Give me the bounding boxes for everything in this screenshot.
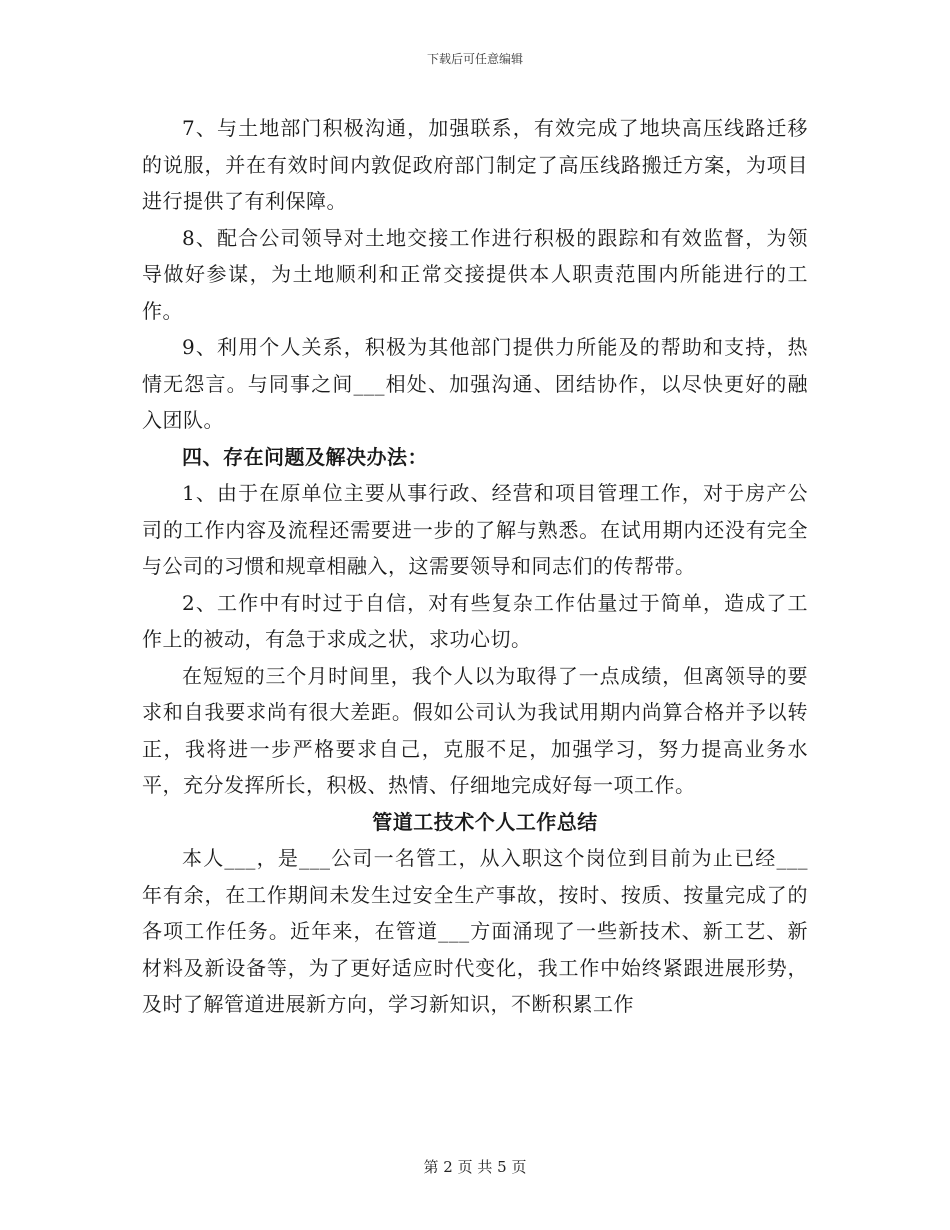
paragraph-closing: 在短短的三个月时间里，我个人以为取得了一点成绩，但离领导的要求和自我要求尚有很大差距。假如公司认为我试用期内尚算合格并予以转正，我将进一步严格要求自己，克服不足，加强学习，努力提高业务水平，充分发挥所长，积极、热情、仔细地完成好每一项工作。 bbox=[142, 663, 808, 797]
page-header: 下载后可任意编辑 bbox=[426, 52, 523, 66]
paragraph-item-9: 9、利用个人关系，积极为其他部门提供力所能及的帮助和支持，热情无怨言。与同事之间___相处、加强沟通、团结协作，以尽快更好的融入团队。 bbox=[142, 335, 808, 432]
paragraph-intro: 本人___，是___公司一名管工，从入职这个岗位到目前为止已经___年有余，在工作期间未发生过安全生产事故，按时、按质、按量完成了的各项工作任务。近年来，在管道___方面涌现了一些新技术、新工艺、新材料及新设备等，为了更好适应时代变化，我工作中始终紧跟进展形势，及时了解管道进展新方向，学习新知识，不断积累工作 bbox=[142, 846, 808, 1016]
paragraph-problem-2: 2、工作中有时过于自信，对有些复杂工作估量过于简单，造成了工作上的被动，有急于求成之状，求功心切。 bbox=[142, 590, 808, 651]
document-title: 管道工技术个人工作总结 bbox=[372, 809, 598, 834]
document-body bbox=[142, 110, 808, 1023]
paragraph-item-8: 8、配合公司领导对土地交接工作进行积极的跟踪和有效监督，为领导做好参谋，为土地顺利和正常交接提供本人职责范围内所能进行的工作。 bbox=[142, 225, 808, 323]
section-heading-problems: 四、存在问题及解决办法： bbox=[182, 444, 428, 469]
paragraph-problem-1: 1、由于在原单位主要从事行政、经营和项目管理工作，对于房产公司的工作内容及流程还需要进一步的了解与熟悉。在试用期内还没有完全与公司的习惯和规章相融入，这需要领导和同志们的传帮带。 bbox=[142, 481, 808, 578]
paragraph-item-7: 7、与土地部门积极沟通，加强联系，有效完成了地块高压线路迁移的说服，并在有效时间内敦促政府部门制定了高压线路搬迁方案，为项目进行提供了有利保障。 bbox=[142, 116, 808, 213]
page-footer: 第 2 页 共 5 页 bbox=[423, 1158, 527, 1176]
